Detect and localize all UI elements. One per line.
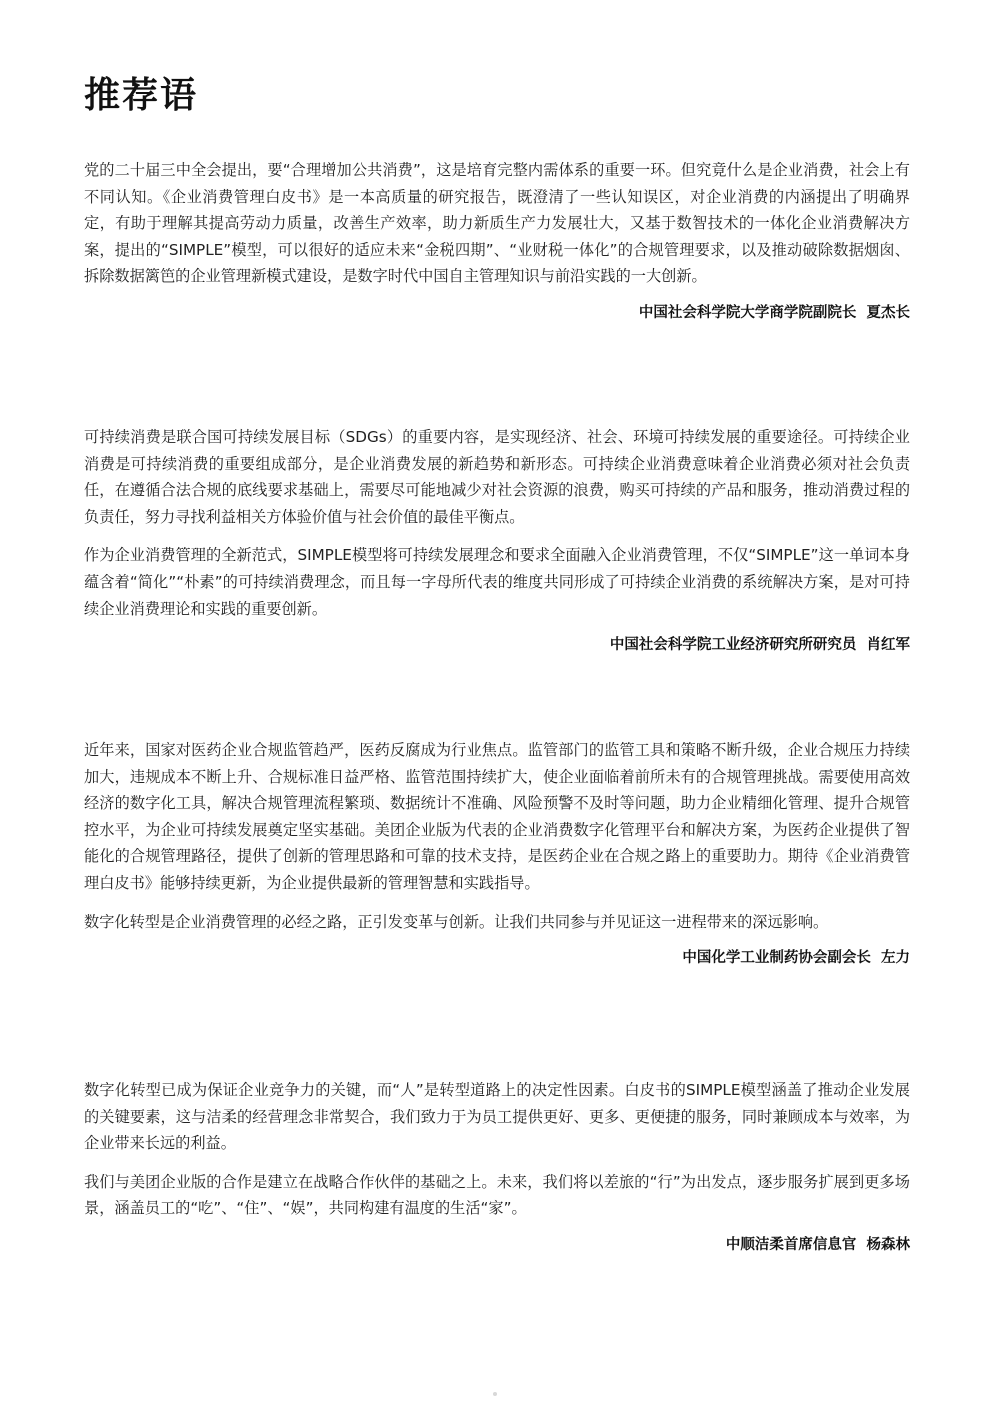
recommendation-block [84, 424, 910, 656]
recommendation-paragraph: 数字化转型是企业消费管理的必经之路，正引发变革与创新。让我们共同参与并见证这一进程带来的深远影响。 [84, 912, 829, 931]
recommendation-block [84, 737, 910, 969]
recommendation-block [84, 1077, 910, 1256]
recommendation-paragraph: 数字化转型已成为保证企业竞争力的关键，而“人”是转型道路上的决定性因素。白皮书的SIMPLE模型涵盖了推动企业发展的关键要素，这与洁柔的经营理念非常契合，我们致力于为员工提供更好、更多、更便捷的服务，同时兼顾成本与效率，为企业带来长远的利益。 [84, 1081, 910, 1153]
recommender-signature: 中国社会科学院大学商学院副院长 夏杰长 [638, 304, 910, 321]
recommendation-paragraph: 党的二十届三中全会提出，要“合理增加公共消费”，这是培育完整内需体系的重要一环。但究竟什么是企业消费，社会上有不同认知。《企业消费管理白皮书》是一本高质量的研究报告，既澄清了一些认知误区，对企业消费的内涵提出了明确界定，有助于理解其提高劳动力质量，改善生产效率，助力新质生产力发展壮大，又基于数智技术的一体化企业消费解决方案，提出的“SIMPLE”模型，可以很好的适应未来“金税四期”、“业财税一体化”的合规管理要求，以及推动破除数据烟囱、拆除数据篱笆的企业管理新模式建设，是数字时代中国自主管理知识与前沿实践的一大创新。 [84, 161, 910, 286]
page-marker-dot [493, 1392, 497, 1396]
recommender-signature: 中国化学工业制药协会副会长 左力 [682, 950, 910, 967]
recommendation-paragraph: 近年来，国家对医药企业合规监管趋严，医药反腐成为行业焦点。监管部门的监管工具和策略不断升级，企业合规压力持续加大，违规成本不断上升、合规标准日益严格、监管范围持续扩大，使企业面临着前所未有的合规管理挑战。需要使用高效经济的数字化工具，解决合规管理流程繁琐、数据统计不准确、风险预警不及时等问题，助力企业精细化管理、提升合规管控水平，为企业可持续发展奠定坚实基础。美团企业版为代表的企业消费数字化管理平台和解决方案，为医药企业提供了智能化的合规管理路径，提供了创新的管理思路和可靠的技术支持，是医药企业在合规之路上的重要助力。期待《企业消费管理白皮书》能够持续更新，为企业提供最新的管理智慧和实践指导。 [84, 741, 910, 892]
recommendation-paragraph: 作为企业消费管理的全新范式，SIMPLE模型将可持续发展理念和要求全面融入企业消费管理，不仅“SIMPLE”这一单词本身蕴含着“简化”“朴素”的可持续消费理念，而且每一字母所代表的维度共同形成了可持续企业消费的系统解决方案，是对可持续企业消费理论和实践的重要创新。 [84, 546, 910, 618]
recommendation-block [84, 157, 910, 324]
recommendation-paragraph: 我们与美团企业版的合作是建立在战略合作伙伴的基础之上。未来，我们将以差旅的“行”为出发点，逐步服务扩展到更多场景，涵盖员工的“吃”、“住”、“娱”，共同构建有温度的生活“家”。 [84, 1172, 910, 1218]
recommender-signature: 中顺洁柔首席信息官 杨森林 [725, 1236, 910, 1253]
recommender-signature: 中国社会科学院工业经济研究所研究员 肖红军 [609, 637, 910, 654]
recommendation-paragraph: 可持续消费是联合国可持续发展目标（SDGs）的重要内容，是实现经济、社会、环境可持续发展的重要途径。可持续企业消费是可持续消费的重要组成部分，是企业消费发展的新趋势和新形态。可持续企业消费意味着企业消费必须对社会负责任，在遵循合法合规的底线要求基础上，需要尽可能地减少对社会资源的浪费，购买可持续的产品和服务，推动消费过程的负责任，努力寻找利益相关方体验价值与社会价值的最佳平衡点。 [84, 428, 910, 526]
page-title: 推荐语 [84, 75, 199, 116]
